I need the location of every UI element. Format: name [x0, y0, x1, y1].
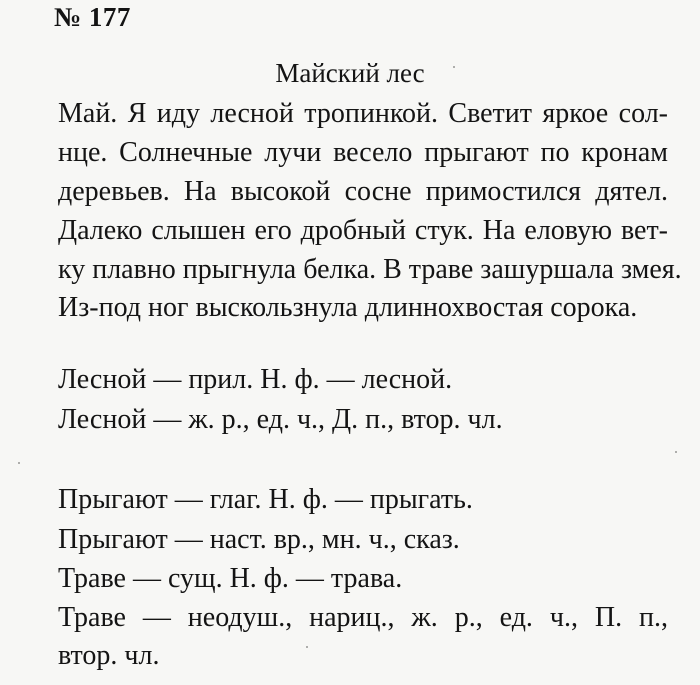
- text-line: деревьев. На высокой сосне примостился дятел.: [58, 176, 668, 207]
- text-line: Далеко слышен его дробный стук. На еловую вет-: [58, 215, 668, 246]
- analysis-line: Траве — неодуш., нариц., ж. р., ед. ч., П. п.,: [58, 602, 668, 633]
- text-line: нце. Солнечные лучи весело прыгают по кронам: [58, 137, 668, 168]
- analysis-line: Лесной — прил. Н. ф. — лесной.: [58, 364, 453, 395]
- text-line: ку плавно прыгнула белка. В траве зашуршала змея.: [58, 254, 682, 285]
- text-line: Из-под ног выскользнула длиннохвостая сорока.: [58, 292, 638, 323]
- analysis-line: втор. чл.: [58, 640, 160, 671]
- scan-speck: [453, 66, 455, 68]
- analysis-line: Прыгают — наст. вр., мн. ч., сказ.: [58, 524, 460, 555]
- analysis-line: Лесной — ж. р., ед. ч., Д. п., втор. чл.: [58, 404, 503, 435]
- exercise-number: № 177: [54, 2, 131, 32]
- scan-speck: [675, 451, 677, 453]
- analysis-line: Прыгают — глаг. Н. ф. — прыгать.: [58, 484, 473, 515]
- text-title: Майский лес: [275, 58, 425, 88]
- scan-speck: [18, 462, 20, 464]
- analysis-line: Траве — сущ. Н. ф. — трава.: [58, 563, 403, 594]
- text-line: Май. Я иду лесной тропинкой. Светит яркое сол-: [58, 98, 668, 129]
- scan-speck: [306, 646, 308, 648]
